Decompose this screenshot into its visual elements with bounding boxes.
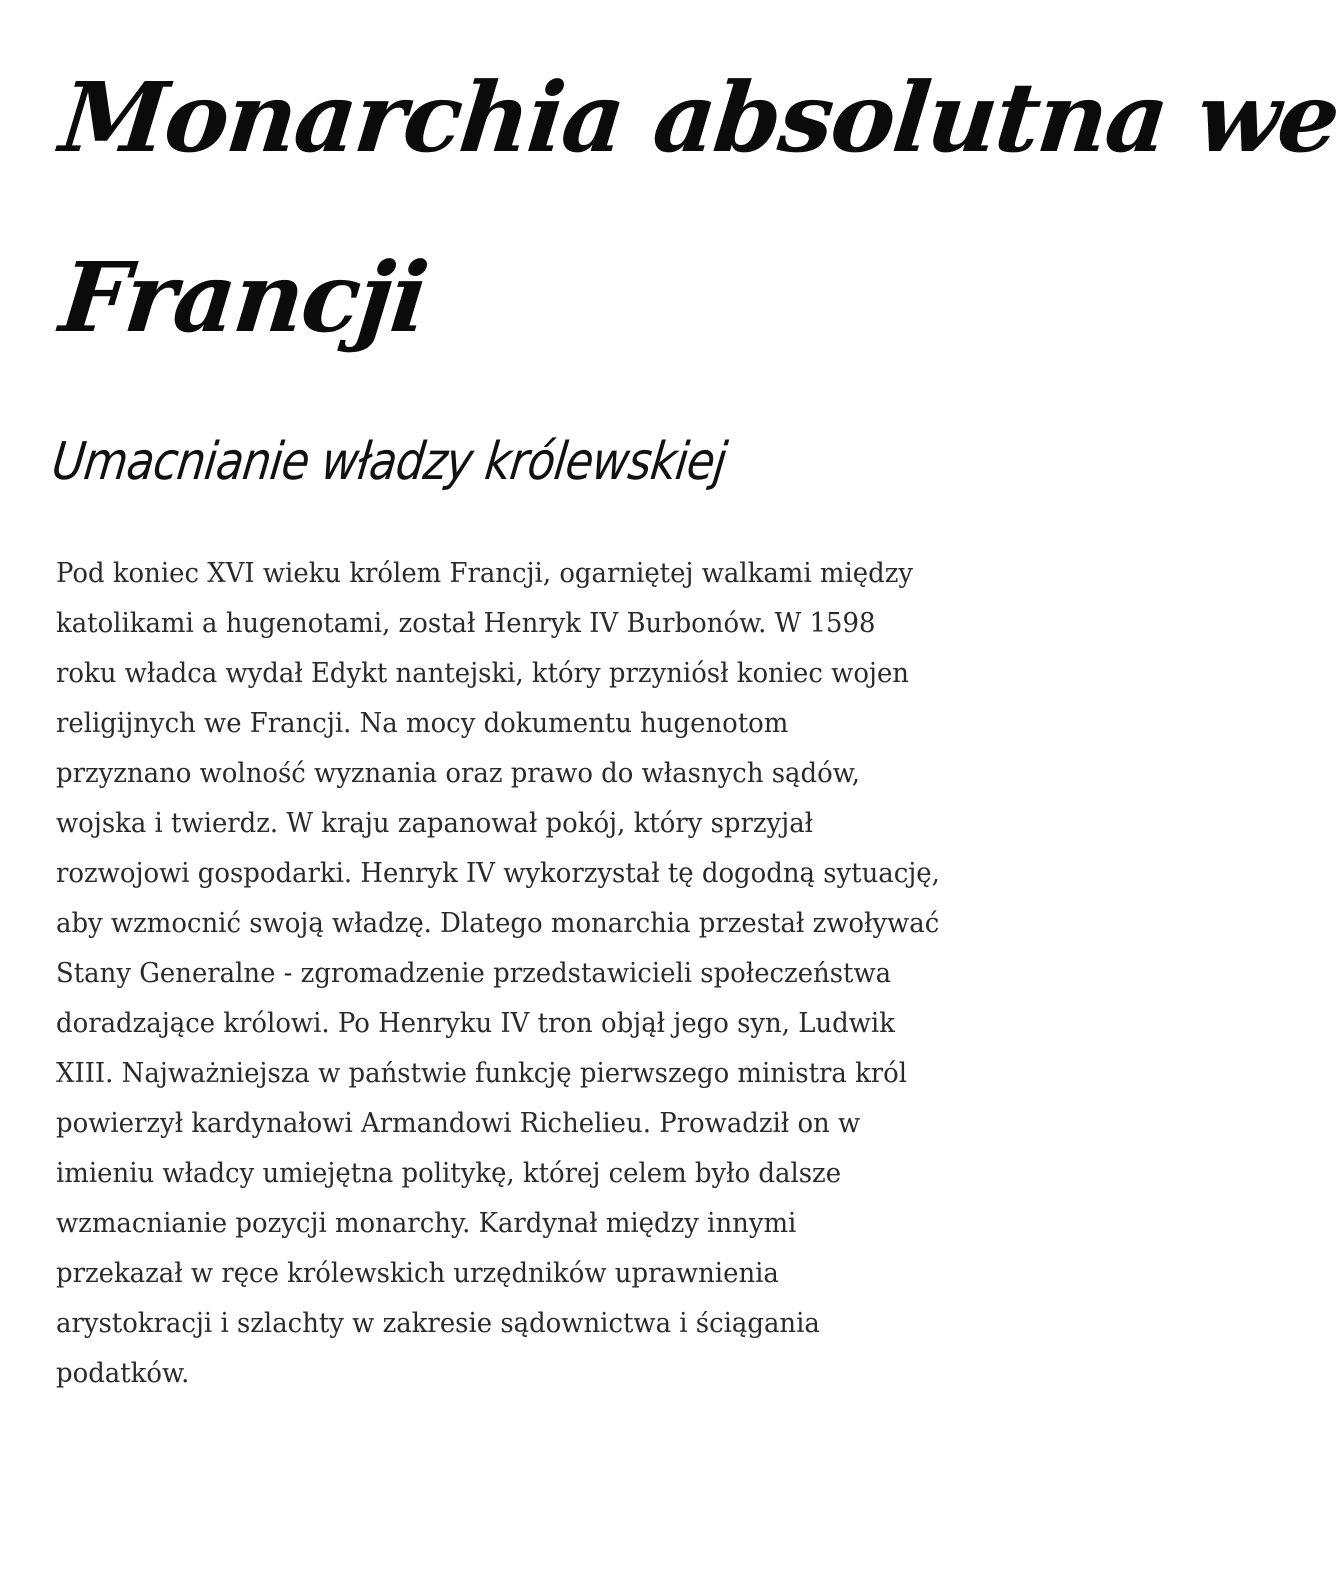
paragraph-line: przekazał w ręce królewskich urzędników uprawnienia (56, 1258, 779, 1289)
section-heading: Umacnianie władzy królewskiej (48, 432, 730, 492)
paragraph-line: XIII. Najważniejsza w państwie funkcję pierwszego ministra król (56, 1058, 908, 1089)
paragraph-line: powierzył kardynałowi Armandowi Richelieu. Prowadził on w (56, 1108, 861, 1139)
paragraph-line: roku władca wydał Edykt nantejski, który przyniósł koniec wojen (56, 658, 910, 689)
paragraph-line: imieniu władcy umiejętna politykę, której celem było dalsze (56, 1158, 842, 1189)
page-title-line-1: Monarchia absolutna we (55, 61, 1343, 174)
page-title-line-2: Francji (55, 241, 432, 354)
paragraph-line: podatków. (56, 1358, 190, 1389)
body-paragraph (56, 549, 977, 1399)
paragraph-line: Pod koniec XVI wieku królem Francji, ogarniętej walkami między (56, 558, 914, 589)
paragraph-line: katolikami a hugenotami, został Henryk IV Burbonów. W 1598 (56, 608, 876, 639)
paragraph-line: wojska i twierdz. W kraju zapanował pokój, który sprzyjał (56, 808, 814, 839)
paragraph-line: aby wzmocnić swoją władzę. Dlatego monarchia przestał zwoływać (56, 908, 940, 939)
paragraph-line: arystokracji i szlachty w zakresie sądownictwa i ściągania (56, 1308, 820, 1339)
paragraph-line: religijnych we Francji. Na mocy dokumentu hugenotom (56, 708, 789, 739)
paragraph-line: przyznano wolność wyznania oraz prawo do własnych sądów, (56, 758, 861, 789)
paragraph-line: rozwojowi gospodarki. Henryk IV wykorzystał tę dogodną sytuację, (56, 858, 940, 889)
paragraph-line: doradzające królowi. Po Henryku IV tron objął jego syn, Ludwik (56, 1008, 895, 1039)
paragraph-line: wzmacnianie pozycji monarchy. Kardynał między innymi (56, 1208, 797, 1239)
paragraph-line: Stany Generalne - zgromadzenie przedstawicieli społeczeństwa (56, 958, 892, 989)
